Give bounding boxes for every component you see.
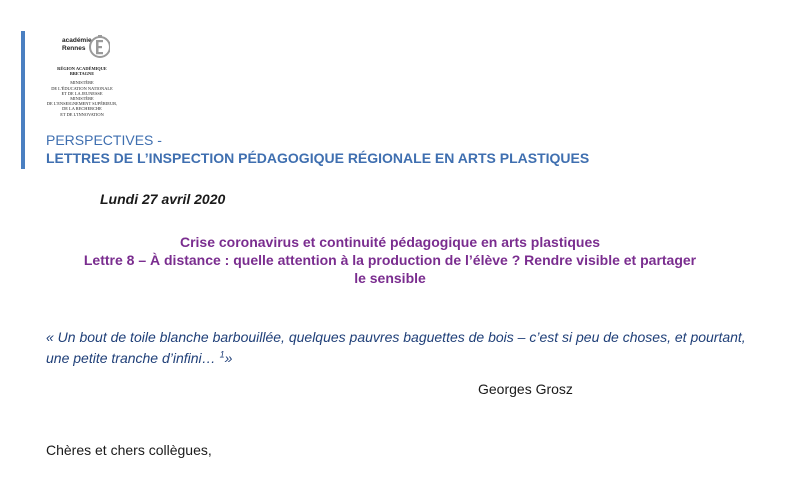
left-margin-rule — [21, 31, 25, 169]
logo-ministry-line: ET DE L'INNOVATION — [60, 111, 104, 117]
academie-logo — [46, 30, 118, 117]
svg-text:Rennes: Rennes — [62, 45, 86, 52]
greeting: Chères et chers collègues, — [46, 442, 212, 458]
logo-region: RÉGION ACADÉMIQUE BRETAGNE — [57, 66, 107, 77]
footnote-ref[interactable]: 1 — [219, 349, 225, 360]
logo-ministry-line: DE L'ENSEIGNEMENT SUPÉRIEUR, — [46, 101, 118, 107]
marianne-logo-icon — [60, 30, 110, 64]
series-title: PERSPECTIVES - — [46, 132, 162, 148]
quote-author: Georges Grosz — [478, 381, 573, 397]
logo-ministry-line: DE LA RECHERCHE — [62, 106, 102, 112]
quote-text: « Un bout de toile blanche barbouillée, quelques pauvres baguettes de bois – c’est si peu de choses, et pourtant, une petite tranche d’infini… — [46, 329, 746, 366]
logo-ministry-line: MINISTÈRE — [70, 96, 94, 102]
epigraph-quote — [46, 327, 766, 369]
logo-caption — [46, 66, 118, 117]
logo-ministry-line: MINISTÈRE — [70, 80, 94, 86]
series-subtitle: LETTRES DE L’INSPECTION PÉDAGOGIQUE RÉGIONALE EN ARTS PLASTIQUES — [46, 150, 590, 166]
logo-ministry-line: DE L'ÉDUCATION NATIONALE — [51, 85, 113, 91]
headline-line-2: Lettre 8 – À distance : quelle attention à la production de l’élève ? Rendre visible et partager — [83, 252, 697, 268]
logo-ministry-line: ET DE LA JEUNESSE — [61, 90, 103, 96]
quote-close: » — [224, 350, 233, 366]
letter-headline — [60, 233, 720, 287]
letter-date: Lundi 27 avril 2020 — [100, 191, 226, 207]
headline-line-3: le sensible — [354, 270, 426, 286]
headline-line-1: Crise coronavirus et continuité pédagogique en arts plastiques — [179, 234, 601, 250]
svg-text:académie: académie — [62, 37, 92, 44]
